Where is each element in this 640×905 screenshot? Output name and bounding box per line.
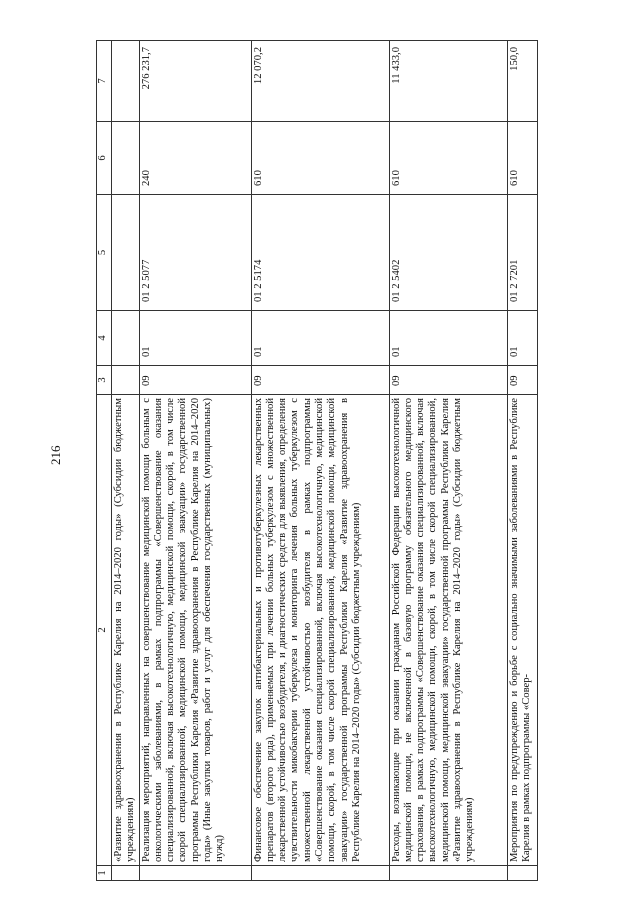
column-header-4: 4	[97, 311, 112, 366]
table-cell-marker	[139, 866, 251, 881]
table-row	[112, 41, 140, 881]
table-cell-marker	[112, 866, 140, 881]
table-cell-description: Мероприятия по предупреждению и борьбе с социально значимыми заболеваниями в Республике Карелия в рамках подпрограммы «Совер-	[507, 395, 537, 866]
column-header-5: 5	[97, 195, 112, 311]
budget-table	[96, 40, 538, 881]
table-row	[251, 41, 389, 881]
table-cell-expense-type: 240	[139, 122, 251, 195]
table-cell-section: 09	[389, 366, 507, 395]
table-cell-section: 09	[507, 366, 537, 395]
table-row	[389, 41, 507, 881]
table-cell-expense-type: 610	[251, 122, 389, 195]
table-cell-description: «Развитие здравоохранения в Республике Карелия на 2014–2020 годы» (Субсидии бюджетным учреждениям)	[112, 395, 140, 866]
table-cell-description: Финансовое обеспечение закупок антибактериальных и противотуберкулезных лекарственных препаратов (второго ряда), применяемых при лечении больных туберкулезом с множественной лекарственной устойчивостью возбудителя, и диагностических средств для выявления, определения чувствительности микобактерии туберкулеза и мониторинга лечения больных туберкулезом с множественной лекарственной устойчивостью возбудителя в рамках подпрограммы «Совершенствование оказания специализированной, включая высокотехнологичную, медицинской помощи, скорой, в том числе скорой специализированной, медицинской помощи, медицинской эвакуации» государственной программы Республики Карелия «Развитие здравоохранения в Республике Карелия на 2014–2020 годы» (Субсидии бюджетным учреждениям)	[251, 395, 389, 866]
page-number: 216	[48, 445, 63, 465]
table-cell-amount: 11 433,0	[389, 41, 507, 122]
table-cell-marker	[251, 866, 389, 881]
column-header-3: 3	[97, 366, 112, 395]
table-cell-description: Реализация мероприятий, направленных на совершенствование медицинской помощи больным с онкологическими заболеваниями, в рамках подпрограммы «Совершенствование оказания специализированной, включая высокотехнологичную, медицинской помощи, скорой, в том числе скорой специализированной, медицинской помощи, медицинской эвакуации» государственной программы Республики Карелия «Развитие здравоохранения в Республике Карелия на 2014–2020 годы» (Иные закупки товаров, работ и услуг для обеспечения государственных (муниципальных) нужд)	[139, 395, 251, 866]
table-cell-amount: 150,0	[507, 41, 537, 122]
column-header-1: 1	[97, 866, 112, 881]
table-cell-description: Расходы, возникающие при оказании гражданам Российской Федерации высокотехнологичной медицинской помощи, не включенной в базовую программу обязательного медицинского страхования, в рамках подпрограммы «Совершенствование оказания специализированной, включая высокотехнологичную, медицинской помощи, скорой, в том числе скорой специализированной, медицинской помощи, медицинской эвакуации» государственной программы Республики Карелия «Развитие здравоохранения в Республике Карелия на 2014–2020 годы» (Субсидии бюджетным учреждениям)	[389, 395, 507, 866]
table-cell-expense-type: 610	[507, 122, 537, 195]
table-cell-amount	[112, 41, 140, 122]
table-cell-marker	[507, 866, 537, 881]
table-cell-amount: 12 070,2	[251, 41, 389, 122]
table-cell-target-article: 01 2 5174	[251, 195, 389, 311]
table-cell-subsection	[112, 311, 140, 366]
table-row	[139, 41, 251, 881]
column-header-6: 6	[97, 122, 112, 195]
table-cell-target-article: 01 2 5077	[139, 195, 251, 311]
table-cell-subsection: 01	[139, 311, 251, 366]
table-cell-amount: 276 231,7	[139, 41, 251, 122]
table-row	[507, 41, 537, 881]
table-cell-marker	[389, 866, 507, 881]
table-cell-subsection: 01	[251, 311, 389, 366]
column-header-2: 2	[97, 395, 112, 866]
table-cell-target-article	[112, 195, 140, 311]
table-cell-target-article: 01 2 7201	[507, 195, 537, 311]
column-number-row	[97, 41, 112, 881]
table-cell-target-article: 01 2 5402	[389, 195, 507, 311]
column-header-7: 7	[97, 41, 112, 122]
table-cell-section: 09	[139, 366, 251, 395]
table-cell-subsection: 01	[507, 311, 537, 366]
table-cell-subsection: 01	[389, 311, 507, 366]
table-cell-expense-type	[112, 122, 140, 195]
table-cell-section	[112, 366, 140, 395]
table-cell-section: 09	[251, 366, 389, 395]
table-cell-expense-type: 610	[389, 122, 507, 195]
